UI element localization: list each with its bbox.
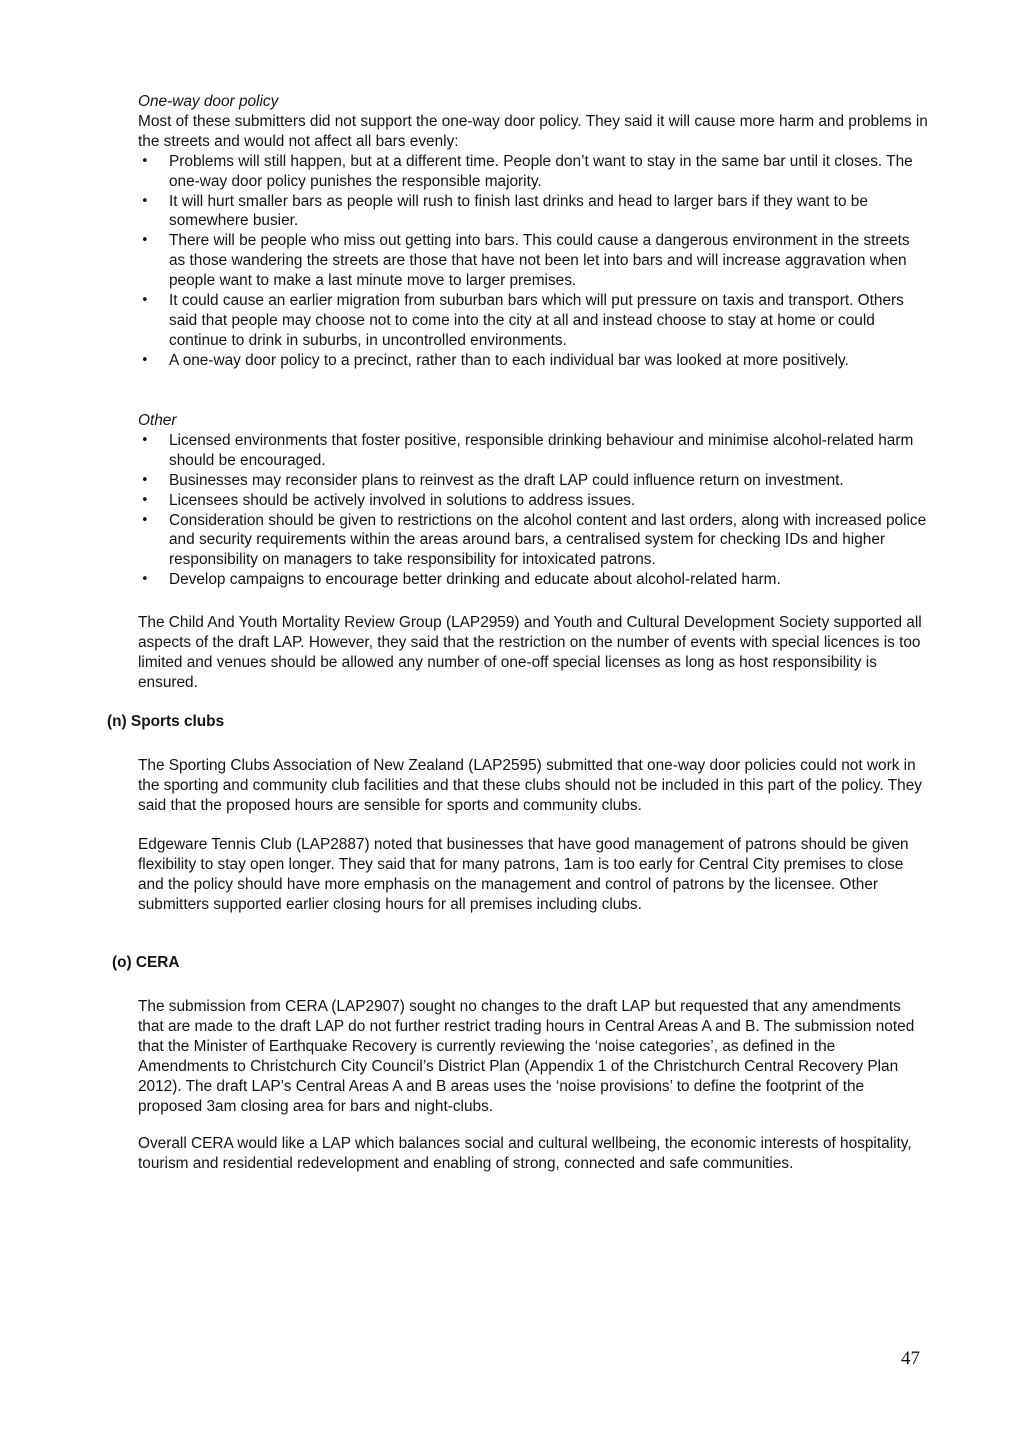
one-way-door-heading: One-way door policy: [138, 93, 279, 110]
cera-heading: (o) CERA: [112, 954, 180, 971]
bullet-item: • Businesses may reconsider plans to reinvest as the draft LAP could influence return on investment.: [138, 471, 928, 491]
sports-clubs-heading: (n) Sports clubs: [107, 713, 225, 730]
bullet-item: • It will hurt smaller bars as people will rush to finish last drinks and head to larger bars if they want to be somewhere busier.: [138, 192, 928, 232]
cera-overall-paragraph: Overall CERA would like a LAP which balances social and cultural wellbeing, the economic interests of hospitality, tourism and residential redevelopment and enabling of strong, connected and safe communities.: [138, 1135, 912, 1172]
cera-submission-paragraph: The submission from CERA (LAP2907) sought no changes to the draft LAP but requested that any amendments that are made to the draft LAP do not further restrict trading hours in Central Areas A and B. The submission noted that the Minister of Earthquake Recovery is currently reviewing the ‘noise categories’, as defined in the Amendments to Christchurch City Council’s District Plan (Appendix 1 of the Christchurch Central Recovery Plan 2012). The draft LAP’s Central Areas A and B areas uses the ‘noise provisions’ to define the footprint of the proposed 3am closing area for bars and night-clubs.: [138, 998, 915, 1115]
bullet-item: • Develop campaigns to encourage better drinking and educate about alcohol-related harm.: [138, 570, 928, 590]
page-number: 47: [901, 1348, 920, 1369]
bullet-item: • It could cause an earlier migration from suburban bars which will put pressure on taxis and transport. Others said that people may choose not to come into the city at all and instead choose to stay at home or could continue to drink in suburbs, in uncontrolled environments.: [138, 291, 928, 351]
bullet-item: • Licensed environments that foster positive, responsible drinking behaviour and minimise alcohol-related harm should be encouraged.: [138, 431, 928, 471]
one-way-door-bullet-list: [138, 152, 928, 371]
one-way-door-section: [138, 92, 928, 371]
bullet-item: • Consideration should be given to restrictions on the alcohol content and last orders, along with increased police and security requirements within the areas around bars, a centralised system for checking IDs and higher responsibility on managers to take responsibility for intoxicated patrons.: [138, 511, 928, 571]
bullet-item: • A one-way door policy to a precinct, rather than to each individual bar was looked at more positively.: [138, 351, 928, 371]
other-heading: Other: [138, 412, 177, 429]
edgeware-tennis-paragraph: Edgeware Tennis Club (LAP2887) noted that businesses that have good management of patrons should be given flexibility to stay open longer. They said that for many patrons, 1am is too early for Central City premises to close and the policy should have more emphasis on the management and control of patrons by the licensee. Other submitters supported earlier closing hours for all premises including clubs.: [138, 836, 909, 913]
one-way-door-intro: Most of these submitters did not support the one-way door policy. They said it will cause more harm and problems in the streets and would not affect all bars evenly:: [138, 112, 928, 150]
bullet-item: • Problems will still happen, but at a different time. People don’t want to stay in the same bar until it closes. The one-way door policy punishes the responsible majority.: [138, 152, 928, 192]
other-bullet-list: [138, 431, 928, 590]
bullet-item: • There will be people who miss out getting into bars. This could cause a dangerous environment in the streets as those wandering the streets are those that have not been let into bars and will increase aggravation when people want to make a last minute move to larger premises.: [138, 231, 928, 291]
bullet-item: • Licensees should be actively involved in solutions to address issues.: [138, 491, 928, 511]
sporting-clubs-paragraph: The Sporting Clubs Association of New Zealand (LAP2595) submitted that one-way door policies could not work in the sporting and community club facilities and that these clubs should not be included in this part of the policy. They said that the proposed hours are sensible for sports and community clubs.: [138, 757, 922, 814]
youth-groups-paragraph: The Child And Youth Mortality Review Group (LAP2959) and Youth and Cultural Development Society supported all aspects of the draft LAP. However, they said that the restriction on the number of events with special licences is too limited and venues should be allowed any number of one-off special licenses as long as host responsibility is ensured.: [138, 614, 922, 691]
other-section: [138, 411, 928, 590]
